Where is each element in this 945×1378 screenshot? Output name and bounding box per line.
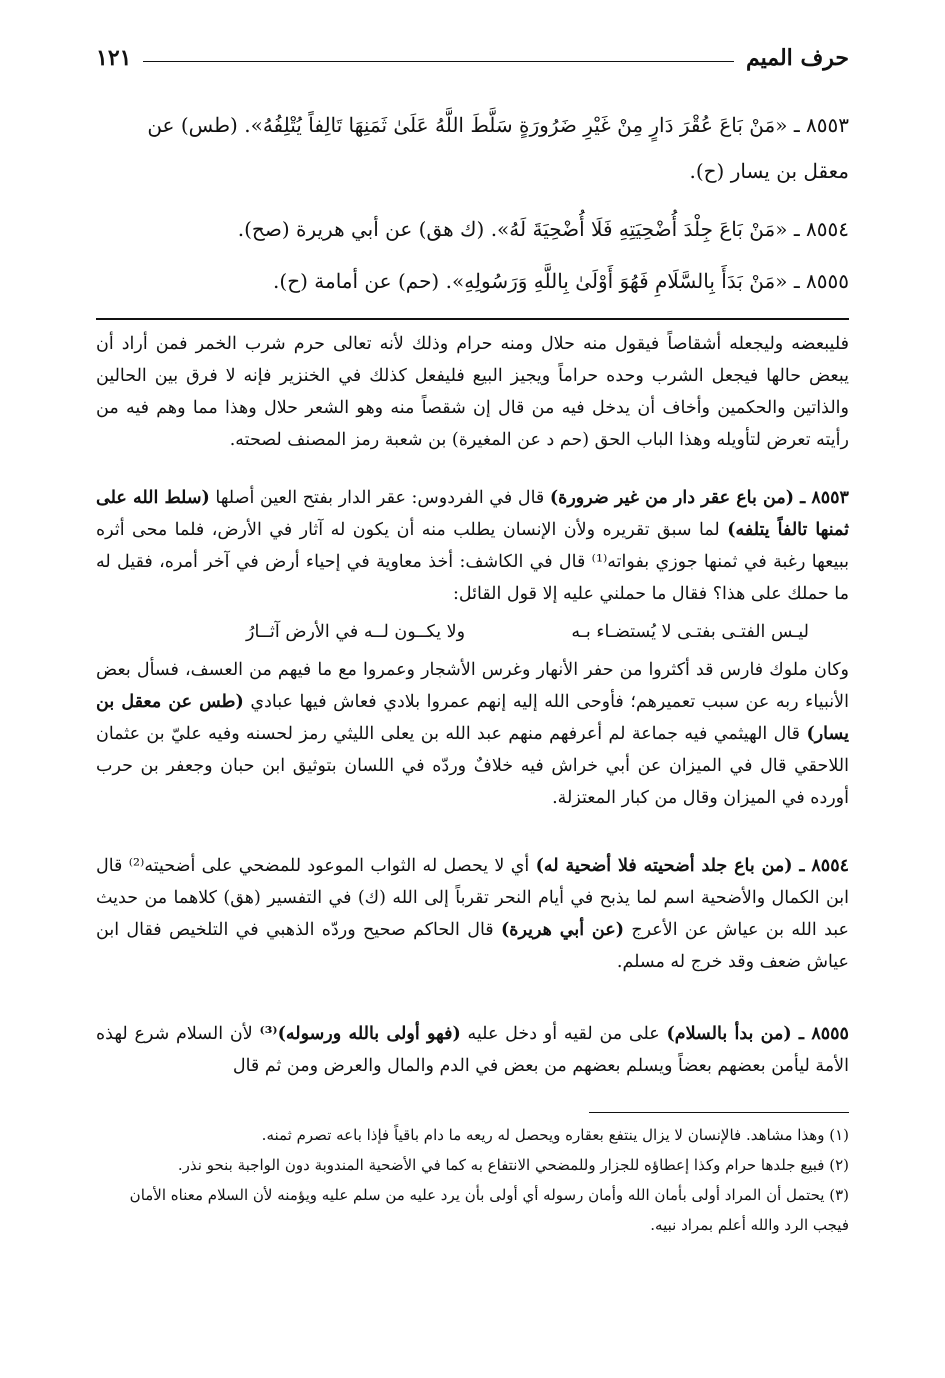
commentary-paragraph — [96, 1018, 849, 1082]
hadith-source: (ك هق) عن أبي هريرة (صح). — [237, 217, 485, 241]
commentary-8553 — [96, 482, 849, 814]
commentary-lead: ٨٥٥٤ ـ (من باع جلد أضحيته فلا أضحية له) — [535, 856, 849, 876]
hadith-source: (حم) عن أمامة (ح). — [273, 269, 440, 293]
footnote-rule — [589, 1112, 849, 1113]
page-number: ١٢١ — [96, 45, 132, 71]
hadith-text: «مَنْ بَاعَ جِلْدَ أُضْحِيَتِهِ فَلَا أُضْحِيَةَ لَهُ». — [490, 217, 788, 241]
commentary-8554 — [96, 850, 849, 978]
commentary-text: لأن السلام شرع لهذه الأمة ليأمن بعضهم بعضاً ويسلم بعضهم من بعض في الدم والمال والعرض ومن ثم قال — [96, 1024, 849, 1076]
commentary-source: (عن أبي هريرة) — [501, 920, 624, 940]
commentary-text: على من لقيه أو دخل عليه — [467, 1024, 660, 1044]
footnotes — [96, 1120, 849, 1240]
hadith-8553 — [96, 102, 849, 194]
commentary-lead: ٨٥٥٣ ـ (من باع عقر دار من غير ضرورة) — [549, 488, 849, 508]
poem-hemistich-first: ليـس الفتـى بفتـى لا يُستضـاء بـه — [571, 622, 809, 642]
footnote-1: (١) وهذا مشاهد. فالإنسان لا يزال ينتفع بعقاره ويحصل له ريعه ما دام باقياً فإذا باعه تصرم ثمنه. — [261, 1126, 849, 1144]
commentary-8555 — [96, 1018, 849, 1082]
hadith-text: «مَنْ بَاعَ عُقْرَ دَارٍ مِنْ غَيْرِ ضَرُورَةٍ سَلَّطَ اللَّهُ عَلَىٰ ثَمَنِهَا تَالِفاً يُتْلِفُهُ». — [244, 113, 788, 137]
hadith-number: ٨٥٥٤ ـ — [793, 217, 849, 241]
hadith-8555 — [96, 258, 849, 304]
commentary-paragraph — [96, 654, 849, 814]
header-rule — [143, 61, 734, 62]
commentary-text: وكان ملوك فارس قد أكثروا من حفر الأنهار وغرس الأشجار وعمروا مع ما فيهم من العسف، فسأل بعض الأنبياء ربه عن سبب تعميرهم؛ فأوحى الله إليه إنهم عمروا بلادي فعاش فيها عبادي — [96, 660, 849, 712]
commentary-text: قال في الفردوس: عقر الدار بفتح العين أصلها — [215, 488, 545, 508]
hadith-text: «مَنْ بَدَأَ بِالسَّلَامِ فَهُوَ أَوْلَىٰ بِاللَّهِ وَرَسُولِهِ». — [445, 269, 788, 293]
commentary-paragraph — [96, 850, 849, 978]
text-commentary-divider — [96, 318, 849, 320]
footnote-3: (٣) يحتمل أن المراد أولى بأمان الله وأمان رسوله أي أولى بأن يرد عليه من سلم عليه ويؤمنه لأن السلام معناه الأمان فيجب الرد والله أعلم بمراد نبيه. — [129, 1186, 849, 1234]
hadith-source: (طس) عن معقل بن يسار (ح). — [147, 113, 849, 183]
hadith-8554 — [96, 206, 849, 252]
poem-verse — [96, 616, 849, 648]
commentary-lead: ٨٥٥٥ ـ (من بدأ بالسلام) — [666, 1024, 849, 1044]
commentary-text: قال الهيثمي فيه جماعة لم أعرفهم منهم عبد الله بن يعلى الليثي رمز لحسنه وفيه عليّ بن عثمان اللاحقي قال في الميزان عن أبي خراش فيه خلافٌ وردّه في اللسان بتوثيق ابن حبان وجعفر بن حرب أورده في الميزان وقال من كبار المعتزلة. — [96, 724, 849, 808]
footnote-2: (٢) فبيع جلدها حرام وكذا إعطاؤه للجزار وللمضحي الانتفاع به كما في الأضحية المندوبة دون الواجبة بنحو نذر. — [177, 1156, 849, 1174]
hadith-number: ٨٥٥٥ ـ — [793, 269, 849, 293]
commentary-text: أي لا يحصل له الثواب الموعود للمضحي على أضحيته⁽²⁾ قال ابن الكمال والأضحية اسم لما يذبح في أيام النحر تقرباً إلى الله (ك) في التفسير (هق) كلاهما من حديث عبد الله بن عياش عن الأعرج — [96, 856, 849, 940]
commentary-quote: (سلط الله على ثمنها تالفاً يتلفه) — [96, 488, 849, 540]
hadith-number: ٨٥٥٣ ـ — [793, 113, 849, 137]
commentary-text: قال الحاكم صحيح وردّه الذهبي في التلخيص فقال ابن عياش ضعف وقد خرج له مسلم. — [96, 920, 849, 972]
commentary-paragraph: فليبعضه وليجعله أشقاصاً فيقول منه حلال ومنه حرام وذلك لأنه تعالى حرم شرب الخمر فمن أراد أن يبعض حالها فيجعل الشرب وحده حراماً ويجيز البيع فليفعل كذلك في الخنزير فإنه لا فرق بين الحالين والذاتين والحكمين وأخاف أن يدخل فيه من قال إن شقصاً منه وهو الشعر حلال وهذا مما وهم فيه من رأيته تعرض لتأويله وهذا الباب الحق (حم د عن المغيرة) بن شعبة رمز المصنف لصحته. — [96, 334, 849, 450]
commentary-intro — [96, 328, 849, 456]
poem-hemistich-second: ولا يكــون لــه في الأرض آثــارُ — [246, 622, 466, 642]
page-header — [96, 38, 849, 78]
commentary-source: (طس عن معقل بن يسار) — [96, 692, 849, 744]
commentary-paragraph — [96, 482, 849, 610]
chapter-title: حرف الميم — [745, 45, 849, 71]
commentary-text: لما سبق تقريره ولأن الإنسان يطلب منه أن يكون له آثار في الأرض، فلما محى أثره ببيعها رغبة في ثمنها جوزي بفواته⁽¹⁾ قال في الكاشف: أخذ معاوية في إحياء أرض في آخر أمره، فقيل له ما حملك على هذا؟ فقال ما حملني عليه إلا قول القائل: — [96, 520, 850, 604]
commentary-quote: (فهو أولى بالله ورسوله)⁽³⁾ — [259, 1024, 461, 1044]
